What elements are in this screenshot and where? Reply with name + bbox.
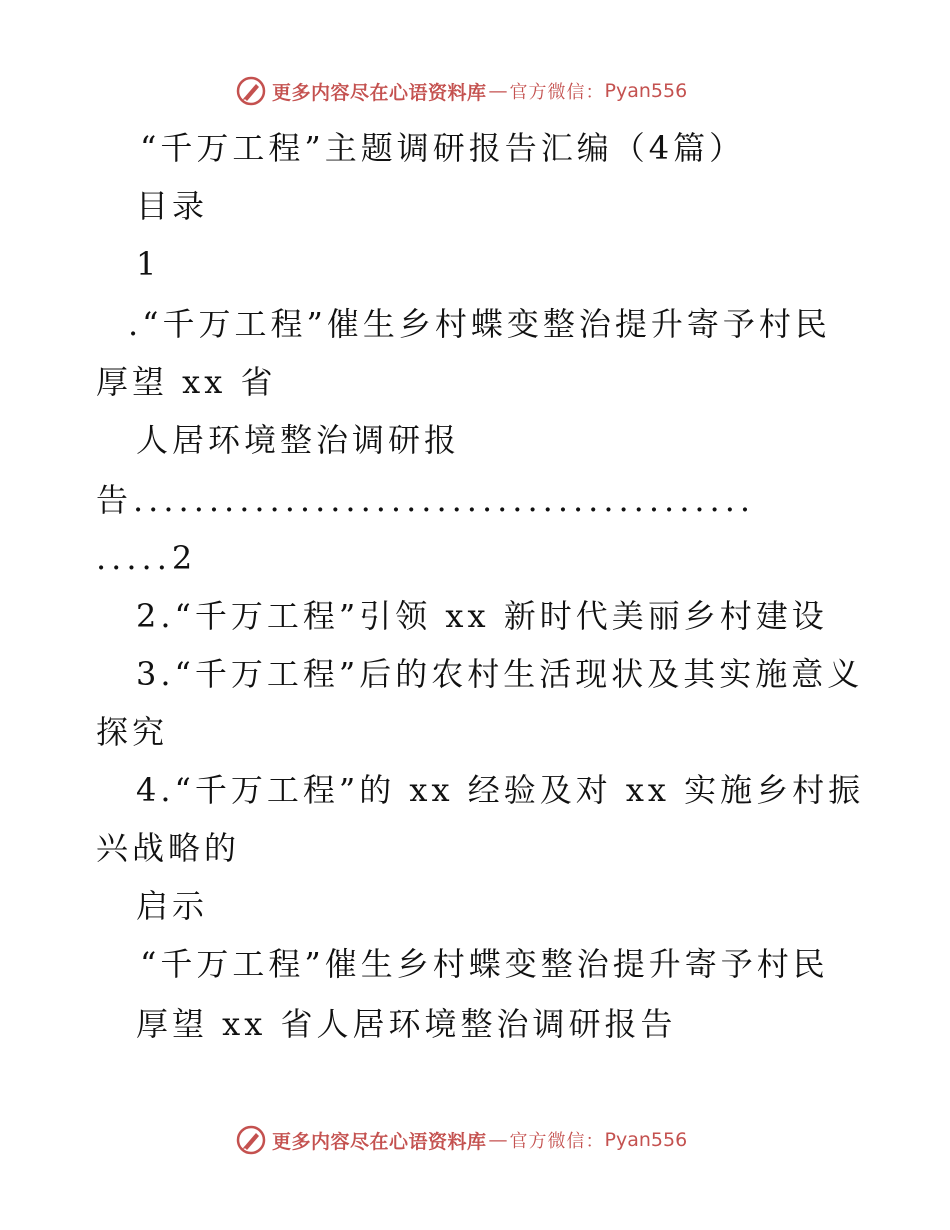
toc-item-1-page: .....2	[96, 539, 198, 577]
document-title: “千万工程”主题调研报告汇编（4篇）	[140, 129, 746, 167]
toc-item-4-line-2: 兴战略的	[96, 829, 241, 867]
watermark-account-id: Pyan556	[604, 80, 688, 102]
toc-item-4-line-1: 4.“千万工程”的 xx 经验及对 xx 实施乡村振	[136, 771, 865, 809]
header-watermark	[236, 73, 756, 109]
toc-item-3-line-1: 3.“千万工程”后的农村生活现状及其实施意义	[136, 655, 864, 693]
toc-item-4-line-3: 启示	[136, 887, 209, 925]
toc-item-1-line-3: 人居环境整治调研报	[136, 421, 461, 459]
watermark-dash: —	[488, 80, 508, 102]
toc-item-1-line-4: 告.........................................	[96, 481, 756, 519]
toc-item-2: 2.“千万工程”引领 xx 新时代美丽乡村建设	[136, 597, 828, 635]
toc-item-1-line-2: 厚望 xx 省	[96, 363, 277, 401]
pen-logo-icon	[236, 1125, 266, 1155]
watermark-account-id: Pyan556	[604, 1129, 688, 1151]
watermark-account-label: 官方微信：	[509, 1131, 605, 1152]
section-title-line-2: 厚望 xx 省人居环境整治调研报告	[136, 1005, 677, 1043]
watermark-brand: 更多内容尽在心语资料库	[272, 1130, 487, 1153]
watermark-brand: 更多内容尽在心语资料库	[272, 81, 487, 104]
watermark-dash: —	[488, 1129, 508, 1151]
watermark-account-label: 官方微信：	[509, 82, 605, 103]
section-title-line-1: “千万工程”催生乡村蝶变整治提升寄予村民	[140, 945, 829, 983]
toc-number: 1	[136, 245, 161, 283]
footer-watermark	[236, 1122, 756, 1158]
pen-logo-icon	[236, 76, 266, 106]
toc-item-1-line-1: .“千万工程”催生乡村蝶变整治提升寄予村民	[128, 305, 831, 343]
toc-heading: 目录	[136, 187, 209, 225]
toc-item-3-line-2: 探究	[96, 713, 169, 751]
